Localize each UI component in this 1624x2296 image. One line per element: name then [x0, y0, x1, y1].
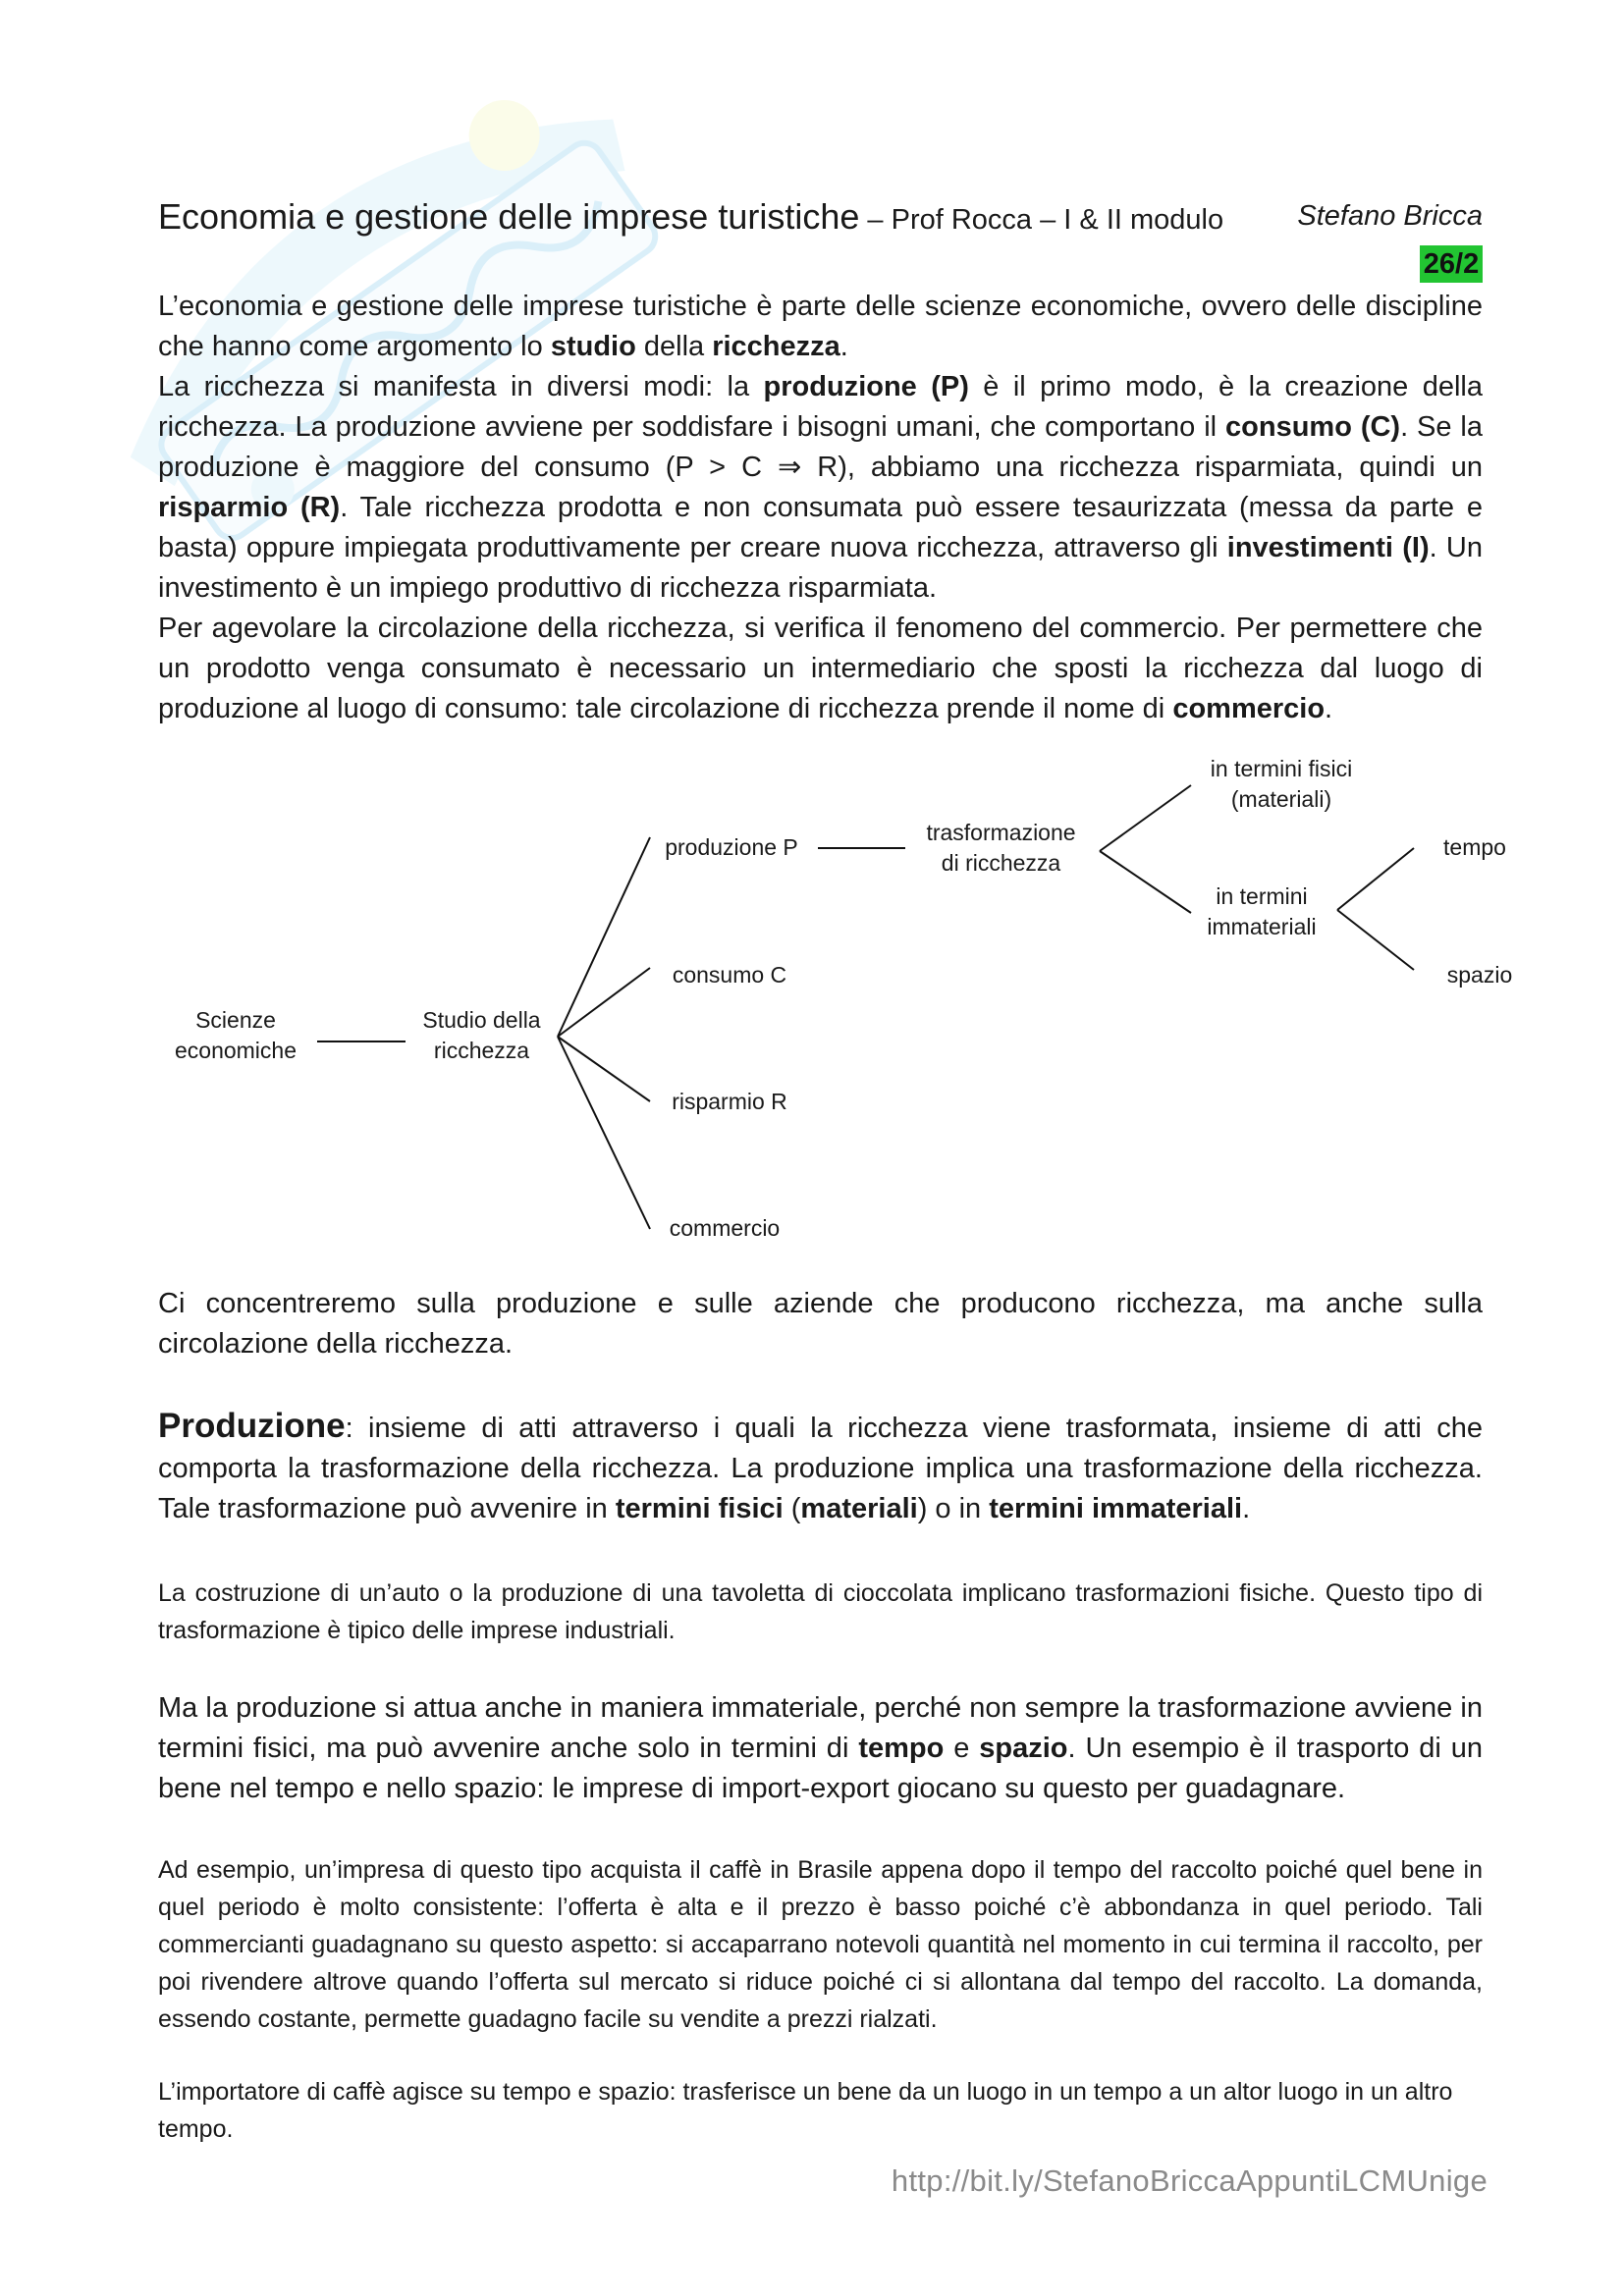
- footer-link[interactable]: http://bit.ly/StefanoBriccaAppuntiLCMUnige: [891, 2163, 1488, 2198]
- line-to-risparmio: [558, 1037, 650, 1101]
- line-to-tempo: [1337, 848, 1414, 910]
- line-to-spazio: [1337, 910, 1414, 970]
- paragraph-ricchezza: La ricchezza si manifesta in diversi modi: la produzione (P) è il primo modo, è la creazione della ricchezza. La produzione avviene per soddisfare i bisogni umani, che comportano il consumo (C). Se la produzione è maggiore del consumo (P > C ⇒ R), abbiamo una ricchezza risparmiata, quindi un risparmio (R). Tale ricchezza prodotta e non consumata può essere tesaurizzata (messa da parte e basta) oppure impiegata produttivamente per creare nuova ricchezza, attraverso gli investimenti (I). Un investimento è un impiego produttivo di ricchezza risparmiata.: [158, 371, 1484, 604]
- node-trasformazione: trasformazione di ricchezza: [926, 820, 1076, 876]
- line-to-commercio: [558, 1037, 650, 1229]
- course-title: Economia e gestione delle imprese turistiche: [158, 196, 860, 237]
- paragraph-importatore: L’importatore di caffè agisce su tempo e spazio: trasferisce un bene da un luogo in un tempo a un altor luogo in un altro tempo.: [158, 2078, 1453, 2143]
- paragraph-concentreremo: Ci concentreremo sulla produzione e sulle aziende che producono ricchezza, ma anche sulla circolazione della ricchezza.: [158, 1288, 1483, 1360]
- node-produzione: produzione P: [665, 834, 798, 860]
- concept-diagram: [0, 746, 1624, 1256]
- node-consumo: consumo C: [672, 962, 787, 988]
- course-subtitle: – Prof Rocca – I & II modulo: [859, 204, 1224, 236]
- page-header: [158, 196, 1483, 240]
- line-to-fisici: [1100, 785, 1191, 851]
- date-badge: 26/2: [1420, 245, 1483, 283]
- line-to-immateriali: [1100, 851, 1191, 913]
- paragraph-esempio-fisico: La costruzione di un’auto o la produzione di una tavoletta di cioccolata implicano trasformazioni fisiche. Questo tipo di trasformazione è tipico delle imprese industriali.: [158, 1579, 1483, 1644]
- term-produzione: Produzione: [158, 1407, 346, 1445]
- node-tempo: tempo: [1443, 834, 1506, 860]
- document-title: [158, 196, 1223, 238]
- diagram-connectors: [0, 746, 1624, 1256]
- node-termini-immateriali: in termini immateriali: [1207, 883, 1317, 939]
- node-commercio: commercio: [669, 1215, 781, 1241]
- node-termini-fisici: in termini fisici (materiali): [1210, 756, 1353, 812]
- node-spazio: spazio: [1446, 962, 1513, 988]
- paragraph-esempio-caffe: Ad esempio, un’impresa di questo tipo acquista il caffè in Brasile appena dopo il tempo del raccolto poiché quel bene in quel periodo è molto consistente: l’offerta è alta e il prezzo è basso poiché c’è abbondanza in quel periodo. Tali commercianti guadagnano su questo aspetto: si accaparrano notevoli quantità nel momento in cui termina il raccolto, per poi rivendere altrove quando l’offerta sul mercato si riduce poiché ci si allontana dal tempo del raccolto. La domanda, essendo costante, permette guadagno facile su vendite a prezzi rialzati.: [158, 1856, 1483, 2033]
- node-studio-ricchezza: Studio della ricchezza: [422, 1007, 541, 1063]
- author-name: Stefano Bricca: [1297, 200, 1483, 232]
- node-risparmio: risparmio R: [672, 1089, 787, 1114]
- paragraph-produzione: Produzione: insieme di atti attraverso i quali la ricchezza viene trasformata, insieme di atti che comporta la trasformazione della ricchezza. La produzione implica una trasformazione della ricchezza. Tale trasformazione può avvenire in termini fisici (materiali) o in termini immateriali.: [158, 1407, 1483, 1524]
- paragraph-immateriale: Ma la produzione si attua anche in maniera immateriale, perché non sempre la trasformazione avviene in termini fisici, ma può avvenire anche solo in termini di tempo e spazio. Un esempio è il trasporto di un bene nel tempo e nello spazio: le imprese di import-export giocano su questo per guadagnare.: [158, 1692, 1483, 1804]
- paragraph-intro: L’economia e gestione delle imprese turistiche è parte delle scienze economiche, ovvero delle discipline che hanno come argomento lo studio della ricchezza.: [158, 291, 1483, 362]
- node-scienze-economiche: Scienze economiche: [174, 1007, 298, 1063]
- line-to-produzione: [558, 837, 650, 1037]
- line-to-consumo: [558, 968, 650, 1037]
- paragraph-commercio: Per agevolare la circolazione della ricchezza, si verifica il fenomeno del commercio. Per permettere che un prodotto venga consumato è necessario un intermediario che sposti la ricchezza dal luogo di produzione al luogo di consumo: tale circolazione di ricchezza prende il nome di commercio.: [158, 613, 1483, 724]
